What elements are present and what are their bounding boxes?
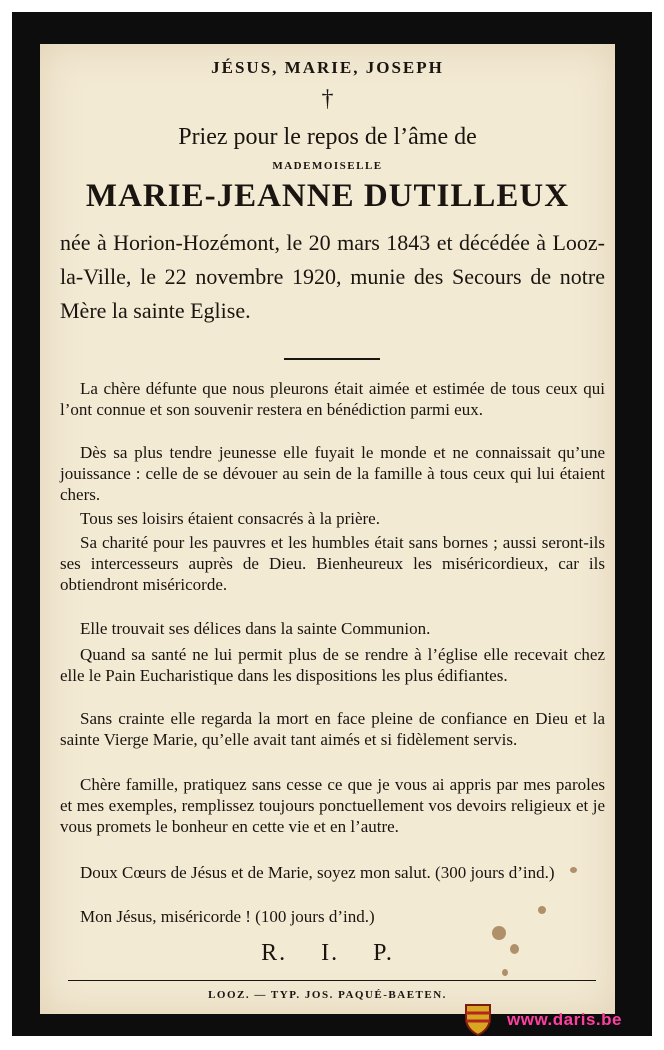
saints-heading: JÉSUS, MARIE, JOSEPH bbox=[211, 58, 444, 77]
paragraph-5: Elle trouvait ses délices dans la sainte Communion. bbox=[80, 619, 431, 638]
paragraph-4: Sa charité pour les pauvres et les humbles était sans bornes ; aussi seront-ils ses intercesseurs auprès de Dieu. Bienheureux les miséricordieux, car ils obtiendront miséricorde. bbox=[60, 533, 605, 594]
rip-line: R. I. P. bbox=[261, 940, 394, 966]
stain-mark bbox=[538, 906, 546, 914]
stain-mark bbox=[492, 926, 506, 940]
stain-mark bbox=[570, 867, 577, 873]
paragraph-7: Sans crainte elle regarda la mort en face pleine de confiance en Dieu et la sainte Vierge Marie, qu’elle avait tant aimés et si fidèlement servis. bbox=[60, 709, 605, 749]
prayer-line: Priez pour le repos de l’âme de bbox=[178, 124, 477, 150]
stain-mark bbox=[502, 969, 508, 976]
printer-imprint: LOOZ. — TYP. JOS. PAQUÉ-BAETEN. bbox=[208, 989, 447, 1001]
paragraph-8: Chère famille, pratiquez sans cesse ce que je vous ai appris par mes paroles et mes exemples, remplissez toujours ponctuellement vos devoirs religieux et je vous promets le bonheur en cette vie et en l’autre. bbox=[60, 775, 605, 836]
site-watermark bbox=[463, 1000, 658, 1040]
footer-rule bbox=[68, 980, 596, 981]
deceased-name: MARIE-JEANNE DUTILLEUX bbox=[85, 178, 570, 214]
indulgence-prayer-1: Doux Cœurs de Jésus et de Marie, soyez mon salut. (300 jours d’ind.) bbox=[80, 863, 555, 882]
card-content bbox=[40, 44, 615, 1014]
birth-death-text: née à Horion-Hozémont, le 20 mars 1843 et décédée à Looz-la-Ville, le 22 novembre 1920, munie des Secours de notre Mère la sainte Eglise. bbox=[60, 230, 605, 323]
paragraph-3: Tous ses loisirs étaient consacrés à la prière. bbox=[80, 509, 380, 528]
watermark-text: www.daris.be bbox=[507, 1010, 622, 1029]
indulgence-prayer-2: Mon Jésus, miséricorde ! (100 jours d’ind.) bbox=[80, 907, 375, 926]
paragraph-2: Dès sa plus tendre jeunesse elle fuyait le monde et ne connaissait qu’une jouissance : celle de se dévouer au sein de la famille à tous ceux qui lui étaient chers. bbox=[60, 443, 605, 504]
memorial-card bbox=[40, 44, 615, 1014]
divider-rule bbox=[284, 358, 380, 360]
paragraph-6: Quand sa santé ne lui permit plus de se rendre à l’église elle recevait chez elle le Pain Eucharistique dans les dispositions les plus édifiantes. bbox=[60, 645, 605, 685]
honorific-title: MADEMOISELLE bbox=[272, 160, 383, 172]
paragraph-1: La chère défunte que nous pleurons était aimée et estimée de tous ceux qui l’ont connue et son souvenir restera en bénédiction parmi eux. bbox=[60, 379, 605, 419]
stain-mark bbox=[510, 944, 519, 954]
cross-icon: † bbox=[321, 86, 334, 112]
coat-of-arms-icon bbox=[463, 1002, 493, 1036]
